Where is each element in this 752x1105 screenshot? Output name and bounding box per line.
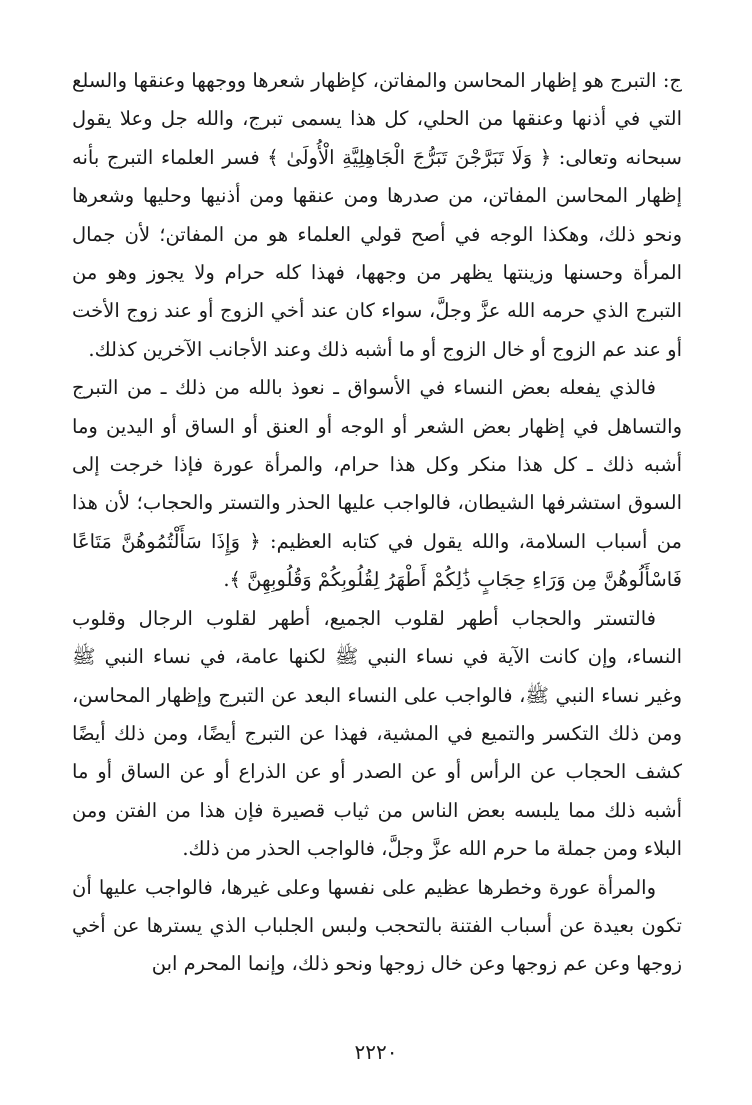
paragraph-2: فالذي يفعله بعض النساء في الأسواق ـ نعوذ بالله من ذلك ـ من التبرج والتساهل في إظهار بعض الشعر أو الوجه أو العنق أو الساق أو اليدين وما أشبه ذلك ـ كل هذا منكر وكل هذا حرام، والمرأة عورة فإذا خرجت إلى السوق استشرفها الشيطان، فالواجب عليها الحذر والتستر والحجاب؛ لأن هذا من أسباب السلامة، والله يقول في كتابه العظيم: ﴿ وَإِذَا سَأَلْتُمُوهُنَّ مَتَاعًا فَاسْأَلُوهُنَّ مِن وَرَاءِ حِجَابٍ ذَٰلِكُمْ أَطْهَرُ لِقُلُوبِكُمْ وَقُلُوبِهِنَّ ﴾. — [72, 376, 682, 592]
paragraph-3: فالتستر والحجاب أطهر لقلوب الجميع، أطهر لقلوب الرجال وقلوب النساء، وإن كانت الآية في نساء النبي ﷺ لكنها عامة، في نساء النبي ﷺ وغير نساء النبي ﷺ، فالواجب على النساء البعد عن التبرج وإظهار المحاسن، ومن ذلك التكسر والتميع في المشية، فهذا عن التبرج أيضًا، ومن ذلك أيضًا كشف الحجاب عن الرأس أو عن الصدر أو عن الذراع أو عن الساق أو ما أشبه ذلك مما يلبسه بعض الناس من ثياب قصيرة فإن هذا من الفتن ومن البلاء ومن جملة ما حرم الله عزَّ وجلَّ، فالواجب الحذر من ذلك. — [72, 606, 682, 861]
page-number: ٢٢٢٠ — [354, 1040, 398, 1064]
page-body — [72, 62, 682, 984]
paragraph-4: والمرأة عورة وخطرها عظيم على نفسها وعلى غيرها، فالواجب عليها أن تكون بعيدة عن أسباب الفتنة بالتحجب ولبس الجلباب الذي يسترها عن أخي زوجها وعن عم زوجها وعن خال زوجها ونحو ذلك، وإنما المحرم ابن — [72, 875, 682, 976]
paragraph-1: ج: التبرج هو إظهار المحاسن والمفاتن، كإظهار شعرها ووجهها وعنقها والسلع التي في أذنها وعنقها من الحلي، كل هذا يسمى تبرج، والله جل وعلا يقول سبحانه وتعالى: ﴿ وَلَا تَبَرَّجْنَ تَبَرُّجَ الْجَاهِلِيَّةِ الْأُولَىٰ ﴾ فسر العلماء التبرج بأنه إظهار المحاسن المفاتن، من صدرها ومن عنقها ومن أذنيها وحليها وشعرها ونحو ذلك، وهكذا الوجه في أصح قولي العلماء هو من المفاتن؛ لأن جمال المرأة وحسنها وزينتها يظهر من وجهها، فهذا كله حرام ولا يجوز وهو من التبرج الذي حرمه الله عزَّ وجلَّ، سواء كان عند أخي الزوج أو عند زوج الأخت أو عند عم الزوج أو خال الزوج أو ما أشبه ذلك وعند الأجانب الآخرين كذلك. — [72, 69, 682, 361]
